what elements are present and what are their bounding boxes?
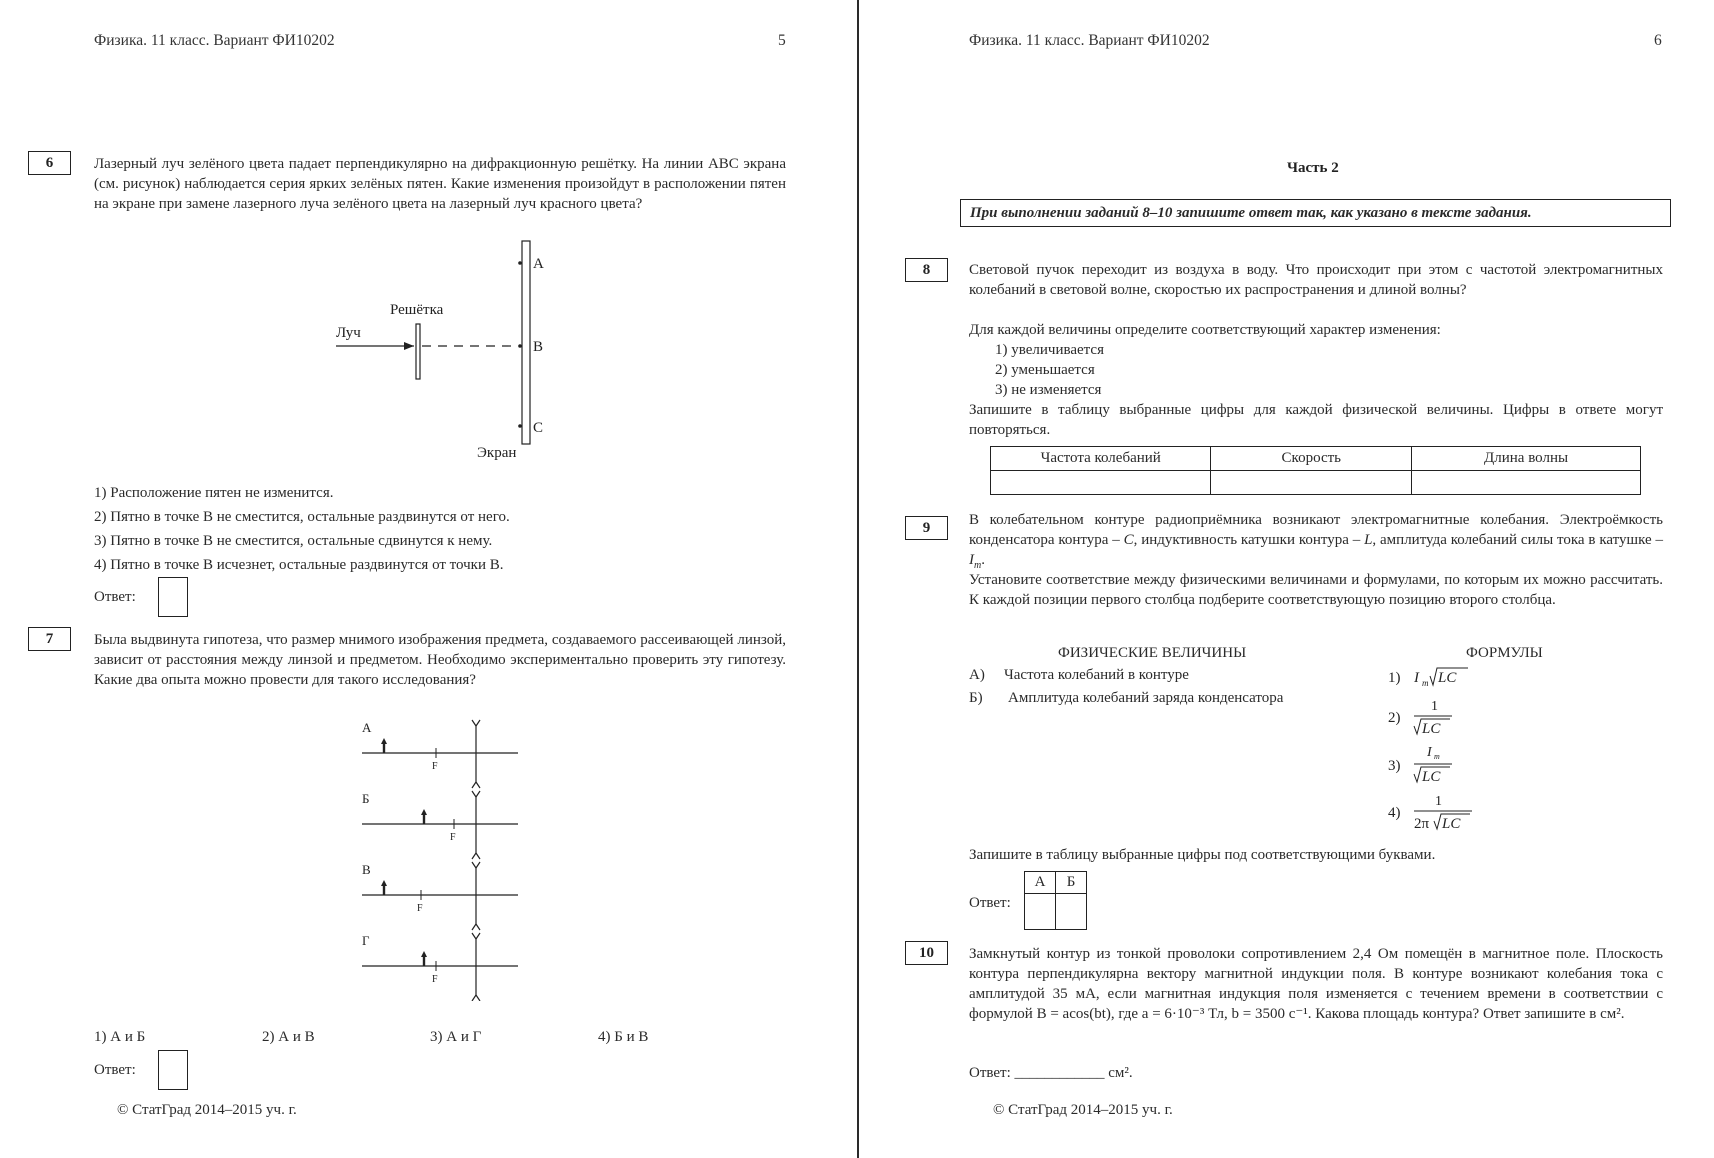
q6-text: Лазерный луч зелёного цвета падает перпендикулярно на дифракционную решётку. На линии АВС экрана (см. рисунок) наблюдается серия ярких зелёных пятен. Какие изменения произойдут в расположении пятен на экране при замене лазерного луча зелёного цвета на лазерный луч красного цвета? [94, 156, 786, 212]
q9-answer-table [1024, 871, 1087, 930]
label-point-c: C [533, 420, 544, 436]
svg-text:1): 1) [1388, 670, 1401, 686]
svg-text:2): 2) [1388, 710, 1401, 726]
question-number-10: 10 [905, 941, 948, 965]
q9-answer-cell-a[interactable] [1025, 894, 1056, 930]
diagram-g [362, 933, 518, 1001]
screen-rect [522, 241, 530, 444]
q9-answer-cell-b[interactable] [1056, 894, 1087, 930]
formula-4 [1388, 794, 1472, 832]
q8-header-frequency: Частота колебаний [991, 447, 1211, 471]
svg-text:m: m [1434, 752, 1440, 761]
q10-answer-label: Ответ: [969, 1065, 1011, 1081]
question-number-8: 8 [905, 258, 948, 282]
svg-text:2π: 2π [1414, 816, 1430, 832]
q7-text: Была выдвинута гипотеза, что размер мнимого изображения предмета, создаваемого рассеивающей линзой, зависит от расстояния между линзой и предметом. Необходимо экспериментально проверить эту гипотезу. Какие два опыта можно провести для такого исследования? [94, 632, 786, 688]
beam-arrow [404, 342, 414, 350]
svg-text:I: I [1414, 670, 1419, 686]
q8-answer-table [990, 446, 1641, 495]
page-divider [857, 0, 859, 1158]
svg-text:1: 1 [1435, 794, 1442, 809]
q9-quantity-a-letter: А) [969, 667, 985, 683]
q10-text: Замкнутый контур из тонкой проволоки сопротивлением 2,4 Ом помещён в магнитное поле. Плоскость контура перпендикулярна вектору магнитной индукции поля. В контуре возникают колебания тока с амплитудой 35 мА, если магнитная индукция поля изменяется с течением времени в соответствии с формулой B = acos(bt), где a = 6·10⁻³ Тл, b = 3500 с⁻¹. Какова площадь контура? Ответ запишите в см². [969, 946, 1663, 1022]
q6-answer-label: Ответ: [94, 589, 136, 605]
q9-instructions: Установите соответствие между физическими величинами и формулами, по которым их можно рассчитать. К каждой позиции первого столбца подберите соответствующую позицию второго столбца. [969, 572, 1663, 608]
q8-header-speed: Скорость [1211, 447, 1412, 471]
q6-option-3: 3) Пятно в точке В не сместится, остальные сдвинутся к нему. [94, 533, 493, 549]
q8-answer-cell-speed[interactable] [1211, 471, 1412, 495]
label-g: Г [362, 933, 370, 948]
left-footer: © СтатГрад 2014–2015 уч. г. [117, 1102, 297, 1118]
question-number-6: 6 [28, 151, 71, 175]
right-header-title: Физика. 11 класс. Вариант ФИ10202 [969, 32, 1210, 49]
focus-g: F [432, 974, 438, 985]
diagram-a [362, 720, 518, 788]
q7-option-1: 1) А и Б [94, 1029, 146, 1045]
q9-header-a: А [1025, 872, 1056, 894]
q6-option-1: 1) Расположение пятен не изменится. [94, 485, 334, 501]
q8-answer-cell-wavelength[interactable] [1412, 471, 1641, 495]
formula-1 [1388, 668, 1468, 688]
q8-choice-1: 1) увеличивается [995, 342, 1104, 358]
q9-quantity-b-letter: Б) [969, 690, 983, 706]
left-header-title: Физика. 11 класс. Вариант ФИ10202 [94, 32, 335, 49]
focus-a: F [432, 761, 438, 772]
question-number-7: 7 [28, 627, 71, 651]
left-page-number: 5 [778, 32, 786, 49]
q10-answer-unit: см². [1108, 1065, 1133, 1081]
q8-text: Световой пучок переходит из воздуха в воду. Что происходит при этом с частотой электромагнитных колебаний в световой волне, скоростью их распространения и длиной волны? [969, 262, 1663, 298]
q6-option-2: 2) Пятно в точке В не сместится, остальные раздвинутся от него. [94, 509, 510, 525]
label-a: А [362, 720, 372, 735]
q8-note: Запишите в таблицу выбранные цифры для каждой физической величины. Цифры в ответе могут повторяться. [969, 402, 1663, 438]
svg-text:m: m [1422, 678, 1429, 688]
label-beam: Луч [336, 325, 361, 341]
svg-text:LC: LC [1422, 769, 1441, 785]
label-v: В [362, 862, 371, 877]
q6-option-4: 4) Пятно в точке В исчезнет, остальные раздвинутся от точки В. [94, 557, 504, 573]
q8-choice-2: 2) уменьшается [995, 362, 1095, 378]
diagram-b [362, 791, 518, 859]
q9-col-left-title: ФИЗИЧЕСКИЕ ВЕЛИЧИНЫ [1058, 645, 1247, 661]
part-title: Часть 2 [1287, 160, 1339, 176]
q10-answer-blank[interactable]: ____________ [1014, 1065, 1105, 1081]
right-footer: © СтатГрад 2014–2015 уч. г. [993, 1102, 1173, 1118]
q9-quantity-b-text: Амплитуда колебаний заряда конденсатора [1008, 690, 1284, 706]
right-page-number: 6 [1654, 32, 1662, 49]
q7-option-2: 2) А и В [262, 1029, 315, 1045]
q9-formulas [1380, 660, 1500, 840]
label-grating: Решётка [390, 302, 444, 318]
focus-b: F [450, 832, 456, 843]
instruction-text: При выполнении заданий 8–10 запишите ответ так, как указано в тексте задания. [970, 205, 1532, 221]
q7-option-3: 3) А и Г [430, 1029, 482, 1045]
label-point-b: B [533, 339, 544, 355]
spot-a [518, 261, 522, 265]
q9-header-b: Б [1056, 872, 1087, 894]
svg-text:LC: LC [1422, 721, 1441, 737]
diagram-v [362, 862, 518, 930]
q7-answer-box[interactable] [158, 1050, 188, 1090]
formula-2 [1388, 699, 1452, 737]
formula-3 [1388, 745, 1452, 785]
q9-quantity-a-text: Частота колебаний в контуре [1004, 667, 1189, 683]
svg-text:1: 1 [1431, 699, 1438, 714]
spot-b [518, 344, 522, 348]
label-point-a: A [533, 256, 544, 272]
svg-text:LC: LC [1438, 670, 1457, 686]
svg-text:3): 3) [1388, 758, 1401, 774]
label-b: Б [362, 791, 370, 806]
q8-answer-cell-frequency[interactable] [991, 471, 1211, 495]
q8-header-wavelength: Длина волны [1412, 447, 1641, 471]
svg-text:4): 4) [1388, 805, 1401, 821]
svg-text:I: I [1427, 745, 1432, 760]
q6-diffraction-figure [330, 236, 570, 466]
q6-answer-box[interactable] [158, 577, 188, 617]
label-screen: Экран [477, 445, 517, 461]
q7-lens-figure [356, 716, 526, 1001]
q9-note: Запишите в таблицу выбранные цифры под соответствующими буквами. [969, 847, 1436, 863]
q8-prompt: Для каждой величины определите соответствующий характер изменения: [969, 322, 1441, 338]
q7-option-4: 4) Б и В [598, 1029, 649, 1045]
q10-answer [969, 1063, 1133, 1083]
q8-choice-3: 3) не изменяется [995, 382, 1102, 398]
grating-rect [416, 324, 420, 379]
q7-answer-label: Ответ: [94, 1062, 136, 1078]
svg-text:LC: LC [1442, 816, 1461, 832]
q9-col-right-title: ФОРМУЛЫ [1466, 645, 1543, 661]
q9-text: В колебательном контуре радиоприёмника возникают электромагнитные колебания. Электроёмкость конденсатора контура – C, индуктивность катушки контура – L, амплитуда колебаний силы тока в катушке – $I_m$. [969, 512, 1663, 571]
spot-c [518, 424, 522, 428]
q9-answer-label: Ответ: [969, 895, 1011, 911]
focus-v: F [417, 903, 423, 914]
question-number-9: 9 [905, 516, 948, 540]
